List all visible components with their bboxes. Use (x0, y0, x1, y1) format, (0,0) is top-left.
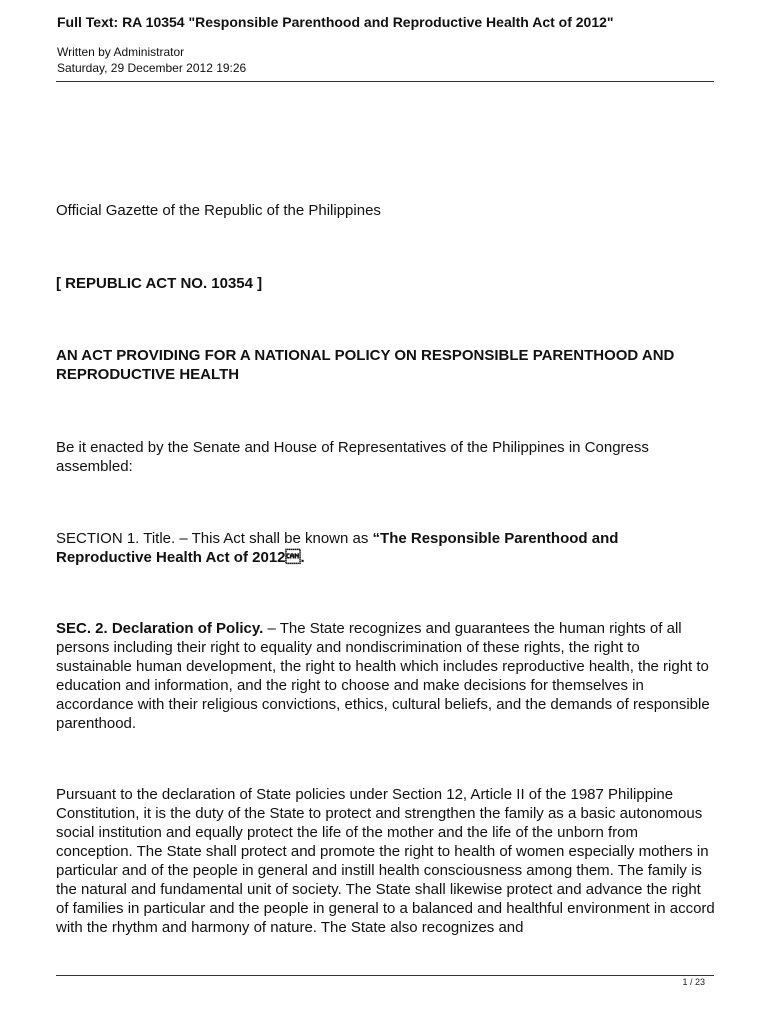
republic-act-number: [ REPUBLIC ACT NO. 10354 ] (56, 275, 263, 292)
section-2-heading: SEC. 2. Declaration of Policy. (56, 620, 264, 637)
section-2-text: – The State recognizes and guarantees the human rights of all persons including their right to equality and nondiscrimination of these rights, the right to sustainable human development, the right to health which includes reproductive health, the right to education and information, and the right to choose and make decisions for themselves in accordance with their religious convictions, ethics, cultural beliefs, and the demands of responsible parenthood. (56, 620, 710, 732)
author-line: Written by Administrator (57, 45, 185, 59)
document-title: Full Text: RA 10354 "Responsible Parenthood and Reproductive Health Act of 2012" (57, 14, 614, 30)
footer-divider (56, 975, 714, 976)
date-line: Saturday, 29 December 2012 19:26 (57, 61, 247, 75)
header-divider (56, 81, 714, 82)
gazette-line: Official Gazette of the Republic of the Philippines (56, 202, 381, 219)
act-title: AN ACT PROVIDING FOR A NATIONAL POLICY ON RESPONSIBLE PARENTHOOD AND REPRODUCTIVE HEALTH (56, 347, 675, 383)
section-1-act-name: “The Responsible Parenthood and Reproductive Health Act of 2012. (56, 530, 619, 566)
pursuant-paragraph: Pursuant to the declaration of State policies under Section 12, Article II of the 1987 Philippine Constitution, it is the duty of the State to protect and strengthen the family as a basic autonomous social institution and equally protect the life of the mother and the life of the unborn from conception. The State shall protect and promote the right to health of women especially mothers in particular and of the people in general and instill health consciousness among them. The family is the natural and fundamental unit of society. The State shall likewise protect and advance the right of families in particular and the people in general to a balanced and healthful environment in accord with the rhythm and harmony of nature. The State also recognizes and (56, 786, 715, 936)
section-1-paragraph (56, 529, 716, 567)
page-number: 1 / 23 (682, 977, 705, 987)
enacting-clause: Be it enacted by the Senate and House of Representatives of the Philippines in Congress assembled: (56, 439, 649, 475)
section-1-text: SECTION 1. Title. – This Act shall be known as (56, 530, 373, 547)
section-2-paragraph (56, 619, 716, 733)
document-meta (57, 44, 713, 76)
document-body (56, 201, 716, 937)
document-header (57, 14, 713, 76)
